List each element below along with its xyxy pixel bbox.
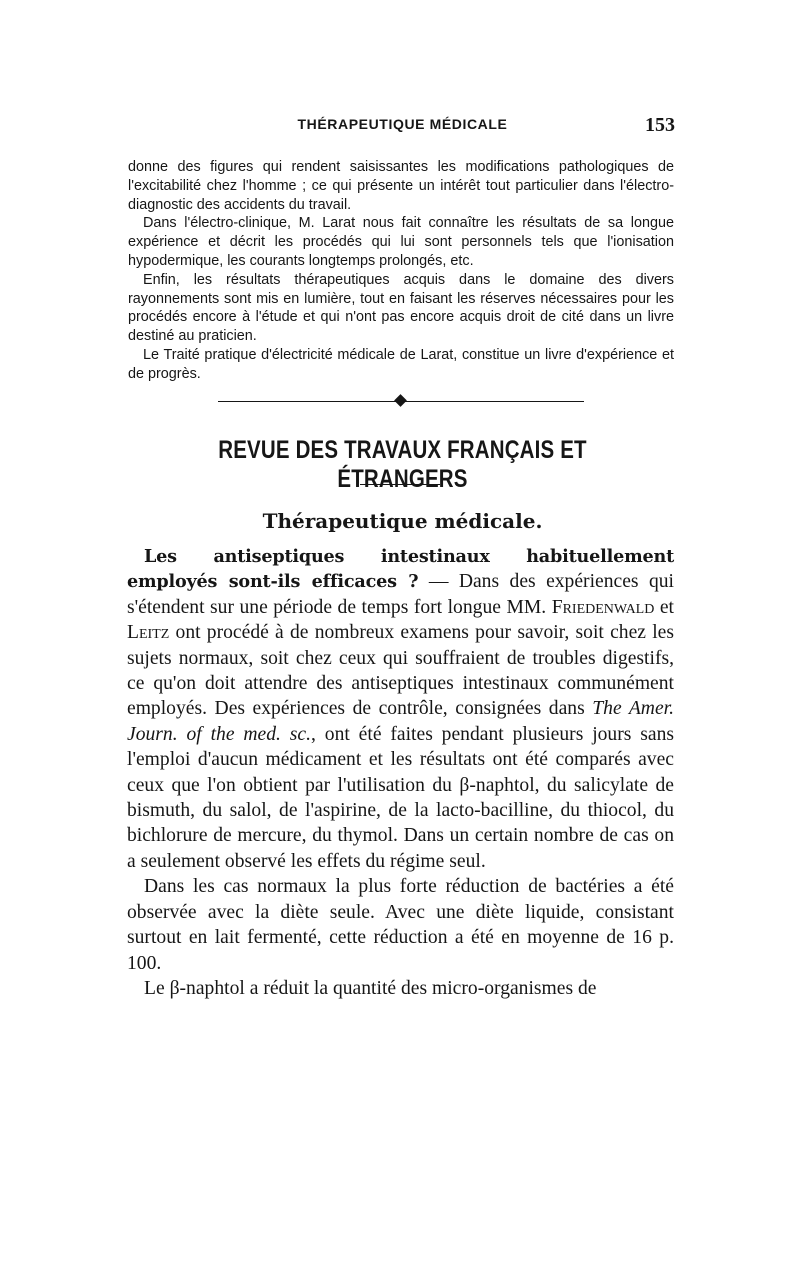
review-paragraph: donne des figures qui rendent saisissantes les modifications pathologiques de l'excitabilité chez l'homme ; ce qui présente un intérêt tout particulier dans l'électro-diagnostic des accidents du travail.	[128, 159, 674, 213]
diamond-ornament-icon	[394, 394, 407, 407]
book-review-text	[128, 158, 674, 384]
article-paragraph: Dans les cas normaux la plus forte réduction de bactéries a été observée avec la diète seule. Avec une diète liquide, consistant surtout en lait fermenté, cette réduction a été en moyenne de 16 p. 100.	[127, 876, 674, 974]
ornamental-divider	[218, 394, 584, 408]
review-paragraph: Dans l'électro-clinique, M. Larat nous fait connaître les résultats de sa longue expérience et décrit les procédés qui lui sont personnels tels que l'ionisation hypodermique, les courants longtemps prolongés, etc.	[128, 215, 674, 269]
journal-title: The Amer. Journ. of the med. sc.	[127, 698, 674, 745]
article-text: , ont été faites pendant plusieurs jours sans l'emploi d'aucun médicament et les résultats ont été comparés avec ceux que l'on obtient par l'utilisation du β-naphtol, du salicylate de bismuth, du salol, de l'aspirine, de la lacto-bacilline, du thiocol, du bichlorure de mercure, du thymol. Dans un certain nombre de cas on a seulement observé les effets du régime seul.	[127, 723, 674, 872]
article-paragraph: Le β-naphtol a réduit la quantité des micro-organismes de	[144, 977, 597, 999]
short-rule	[360, 484, 440, 485]
section-heading: REVUE DES TRAVAUX FRANÇAIS ET ÉTRANGERS	[218, 436, 587, 493]
article-body	[127, 544, 674, 1001]
author-name: Leitz	[127, 622, 170, 644]
article-paragraph	[127, 544, 674, 874]
running-title: THÉRAPEUTIQUE MÉDICALE	[297, 116, 508, 132]
article-text: — Dans des expériences qui s'étendent sur une période de temps fort longue MM.	[127, 571, 674, 618]
review-paragraph: Enfin, les résultats thérapeutiques acquis dans le domaine des divers rayonnements sont mis en lumière, tout en faisant les réserves nécessaires pour les procédés encore à l'étude et qui n'ont pas encore acquis droit de cité dans un livre destiné au praticien.	[128, 271, 674, 345]
running-header	[130, 116, 675, 140]
article-text: ont procédé à de nombreux examens pour savoir, soit chez les sujets normaux, soit chez ceux qui souffraient de troubles digestifs, ce qu'on doit attendre des antiseptiques intestinaux communément employés. Des expériences de contrôle, consignées dans	[127, 622, 674, 720]
review-paragraph: Le Traité pratique d'électricité médicale de Larat, constitue un livre d'expérience et de progrès.	[128, 346, 674, 382]
article-text: et	[654, 596, 674, 618]
author-name: Friedenwald	[551, 596, 655, 618]
page-number: 153	[645, 114, 675, 136]
article-run-in-title: Les antiseptiques intestinaux habituellement employés sont-ils efficaces ?	[127, 546, 674, 593]
subsection-heading: Thérapeutique médicale.	[262, 509, 543, 533]
